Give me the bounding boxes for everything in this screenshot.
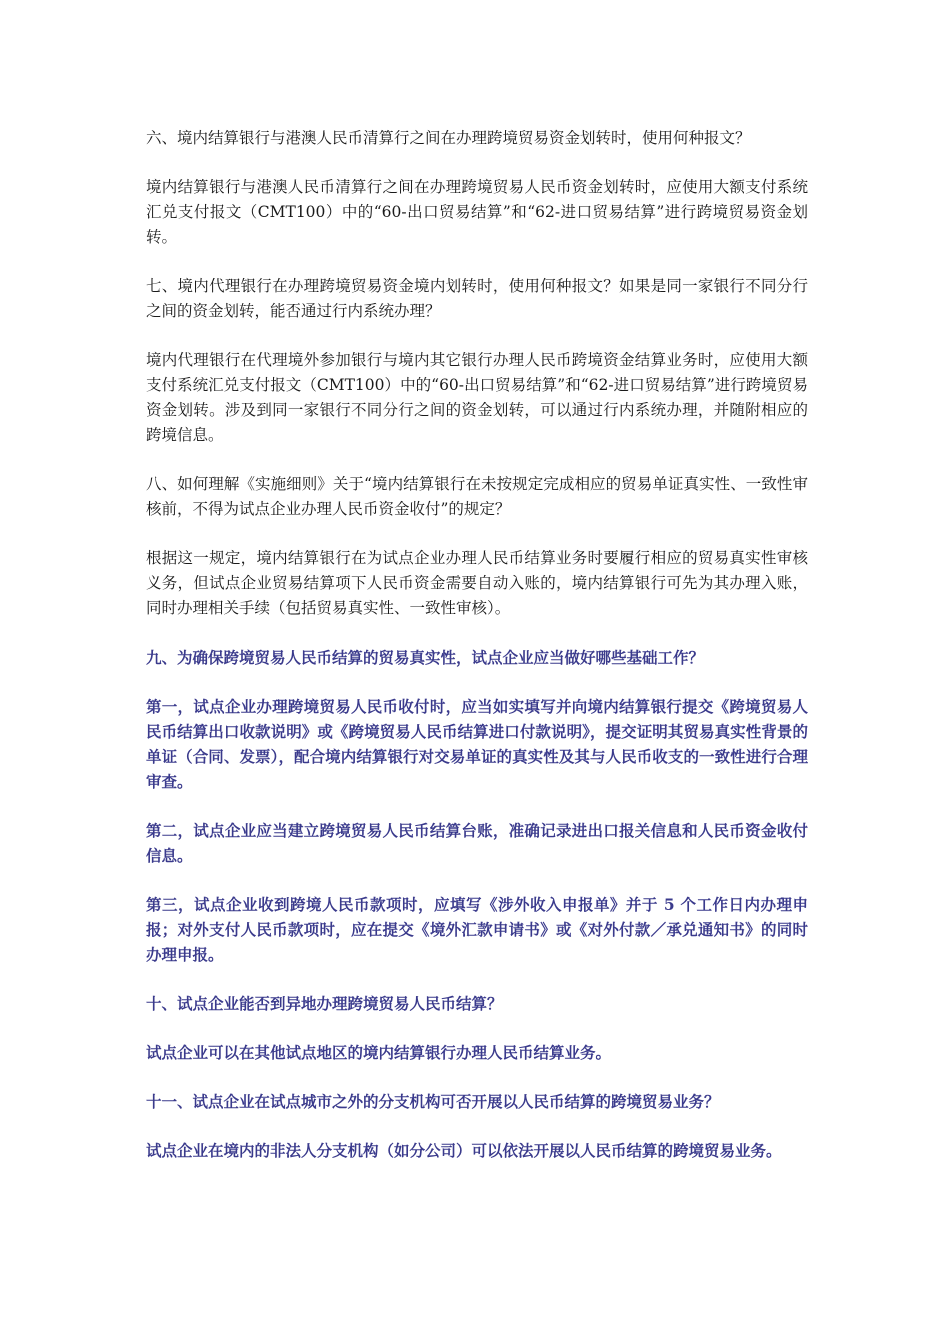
answer-7: 境内代理银行在代理境外参加银行与境内其它银行办理人民币跨境资金结算业务时，应使用大额支付系统汇兑支付报文（CMT100）中的“60-出口贸易结算”和“62-进口贸易结算”进行跨境贸易资金划转。涉及到同一家银行不同分行之间的资金划转，可以通过行内系统办理，并随附相应的跨境信息。: [146, 351, 808, 444]
answer-9-point-1: 第一，试点企业办理跨境贸易人民币收付时，应当如实填写并向境内结算银行提交《跨境贸易人民币结算出口收款说明》或《跨境贸易人民币结算进口付款说明》，提交证明其贸易真实性背景的单证（合同、发票），配合境内结算银行对交易单证的真实性及其与人民币收支的一致性进行合理审查。: [146, 697, 808, 791]
question-11: 十一、试点企业在试点城市之外的分支机构可否开展以人民币结算的跨境贸易业务？: [146, 1092, 720, 1111]
answer-8: 根据这一规定，境内结算银行在为试点企业办理人民币结算业务时要履行相应的贸易真实性审核义务，但试点企业贸易结算项下人民币资金需要自动入账的，境内结算银行可先为其办理入账，同时办理相关手续（包括贸易真实性、一致性审核）。: [146, 549, 808, 617]
answer-9-point-3: 第三，试点企业收到跨境人民币款项时，应填写《涉外收入申报单》并于 5 个工作日内办理申报；对外支付人民币款项时，应在提交《境外汇款申请书》或《对外付款／承兑通知书》的同时办理申报。: [146, 895, 808, 964]
question-8: 八、如何理解《实施细则》关于“境内结算银行在未按规定完成相应的贸易单证真实性、一致性审核前，不得为试点企业办理人民币资金收付”的规定？: [146, 475, 808, 518]
answer-9-point-2: 第二，试点企业应当建立跨境贸易人民币结算台账，准确记录进出口报关信息和人民币资金收付信息。: [146, 821, 808, 865]
answer-10: 试点企业可以在其他试点地区的境内结算银行办理人民币结算业务。: [146, 1043, 612, 1062]
question-7: 七、境内代理银行在办理跨境贸易资金境内划转时，使用何种报文？如果是同一家银行不同分行之间的资金划转，能否通过行内系统办理？: [146, 277, 808, 320]
answer-6: 境内结算银行与港澳人民币清算行之间在办理跨境贸易人民币资金划转时，应使用大额支付系统汇兑支付报文（CMT100）中的“60-出口贸易结算”和“62-进口贸易结算”进行跨境贸易资金划转。: [146, 178, 808, 246]
question-9: 九、为确保跨境贸易人民币结算的贸易真实性，试点企业应当做好哪些基础工作？: [146, 648, 705, 667]
question-10: 十、试点企业能否到异地办理跨境贸易人民币结算？: [146, 994, 503, 1013]
answer-11: 试点企业在境内的非法人分支机构（如分公司）可以依法开展以人民币结算的跨境贸易业务。: [146, 1141, 782, 1160]
document-body: [146, 126, 808, 1187]
question-6: 六、境内结算银行与港澳人民币清算行之间在办理跨境贸易资金划转时，使用何种报文？: [146, 129, 751, 147]
